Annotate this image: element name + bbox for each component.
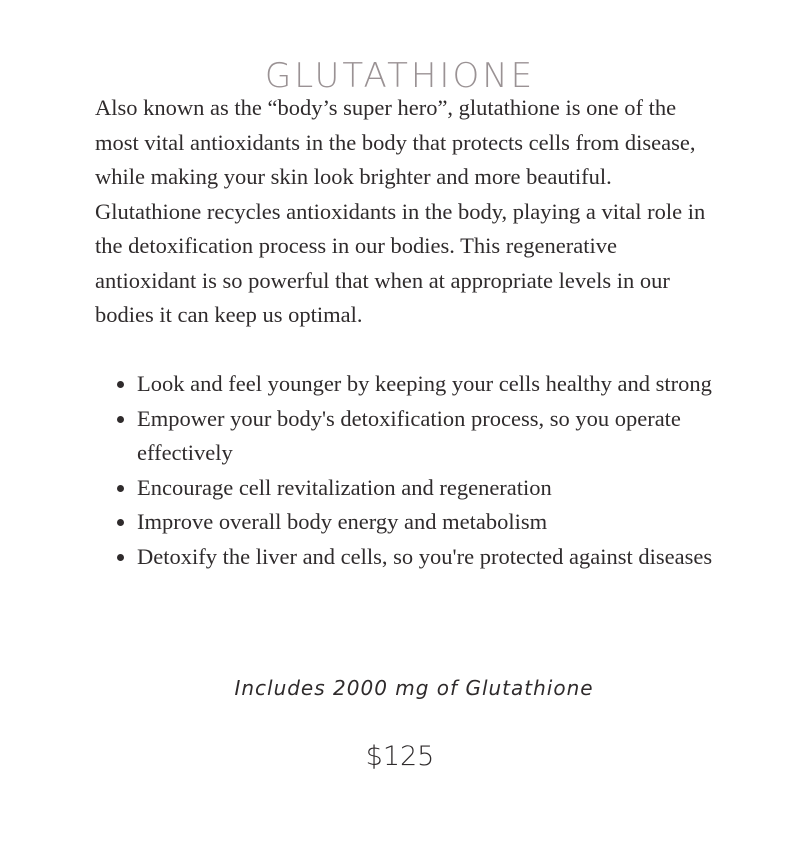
benefits-list: [95, 367, 715, 574]
benefit-item: Look and feel younger by keeping your cells healthy and strong: [137, 367, 715, 402]
benefit-item: Empower your body's detoxification process, so you operate effectively: [137, 402, 715, 471]
product-price: $125: [365, 741, 435, 772]
benefit-item: Improve overall body energy and metabolism: [137, 505, 715, 540]
dosage-note: Includes 2000 mg of Glutathione: [234, 676, 594, 700]
benefit-item: Detoxify the liver and cells, so you're protected against diseases: [137, 540, 715, 575]
product-description: Also known as the “body’s super hero”, glutathione is one of the most vital antioxidants in the body that protects cells from disease, while making your skin look brighter and more beautiful. Glutathione recycles antioxidants in the body, playing a vital role in the detoxification process in our bodies. This regenerative antioxidant is so powerful that when at appropriate levels in our bodies it can keep us optimal.: [95, 95, 706, 327]
product-title: GLUTATHIONE: [264, 55, 536, 96]
benefit-item: Encourage cell revitalization and regeneration: [137, 471, 715, 506]
